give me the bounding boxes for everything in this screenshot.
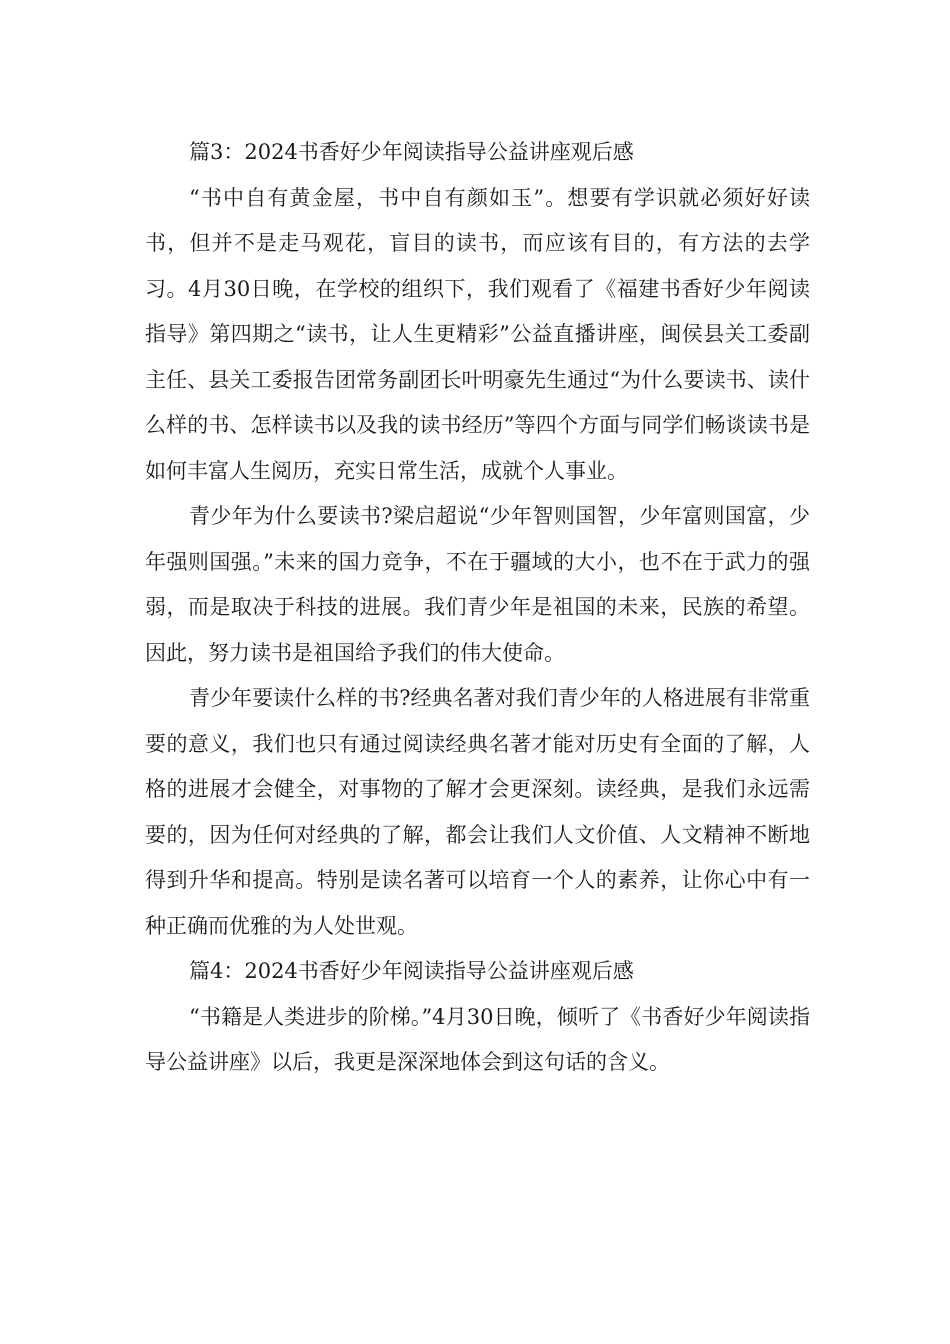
paragraph-4-1: “书籍是人类进步的阶梯。”4月30日晚，倾听了《书香好少年阅读指导公益讲座》以后，我更是深深地体会到这句话的含义。 [145,1004,810,1074]
paragraph-3-1: “书中自有黄金屋，书中自有颜如玉”。想要有学识就必须好好读书，但并不是走马观花，盲目的读书，而应该有目的，有方法的去学习。4月30日晚，在学校的组织下，我们观看了《福建书香好少年阅读指导》第四期之“读书，让人生更精彩”公益直播讲座，闽侯县关工委副主任、县关工委报告团常务副团长叶明豪先生通过“为什么要读书、读什么样的书、怎样读书以及我的读书经历”等四个方面与同学们畅谈读书是如何丰富人生阅历，充实日常生活，成就个人事业。 [145,185,810,483]
document-body [145,130,810,1086]
section-heading-4: 篇4：2024书香好少年阅读指导公益讲座观后感 [189,959,634,983]
paragraph-3-2: 青少年为什么要读书?梁启超说“少年智则国智，少年富则国富，少年强则国强。”未来的国力竞争，不在于疆域的大小，也不在于武力的强弱，而是取决于科技的进展。我们青少年是祖国的未来，民族的希望。因此，努力读书是祖国给予我们的伟大使命。 [145,504,810,665]
paragraph-3-3: 青少年要读什么样的书?经典名著对我们青少年的人格进展有非常重要的意义，我们也只有通过阅读经典名著才能对历史有全面的了解，人格的进展才会健全，对事物的了解才会更深刻。读经典，是我们永远需要的，因为任何对经典的了解，都会让我们人文价值、人文精神不断地得到升华和提高。特别是读名著可以培育一个人的素养，让你心中有一种正确而优雅的为人处世观。 [145,686,810,938]
section-heading-3: 篇3：2024书香好少年阅读指导公益讲座观后感 [189,140,634,164]
